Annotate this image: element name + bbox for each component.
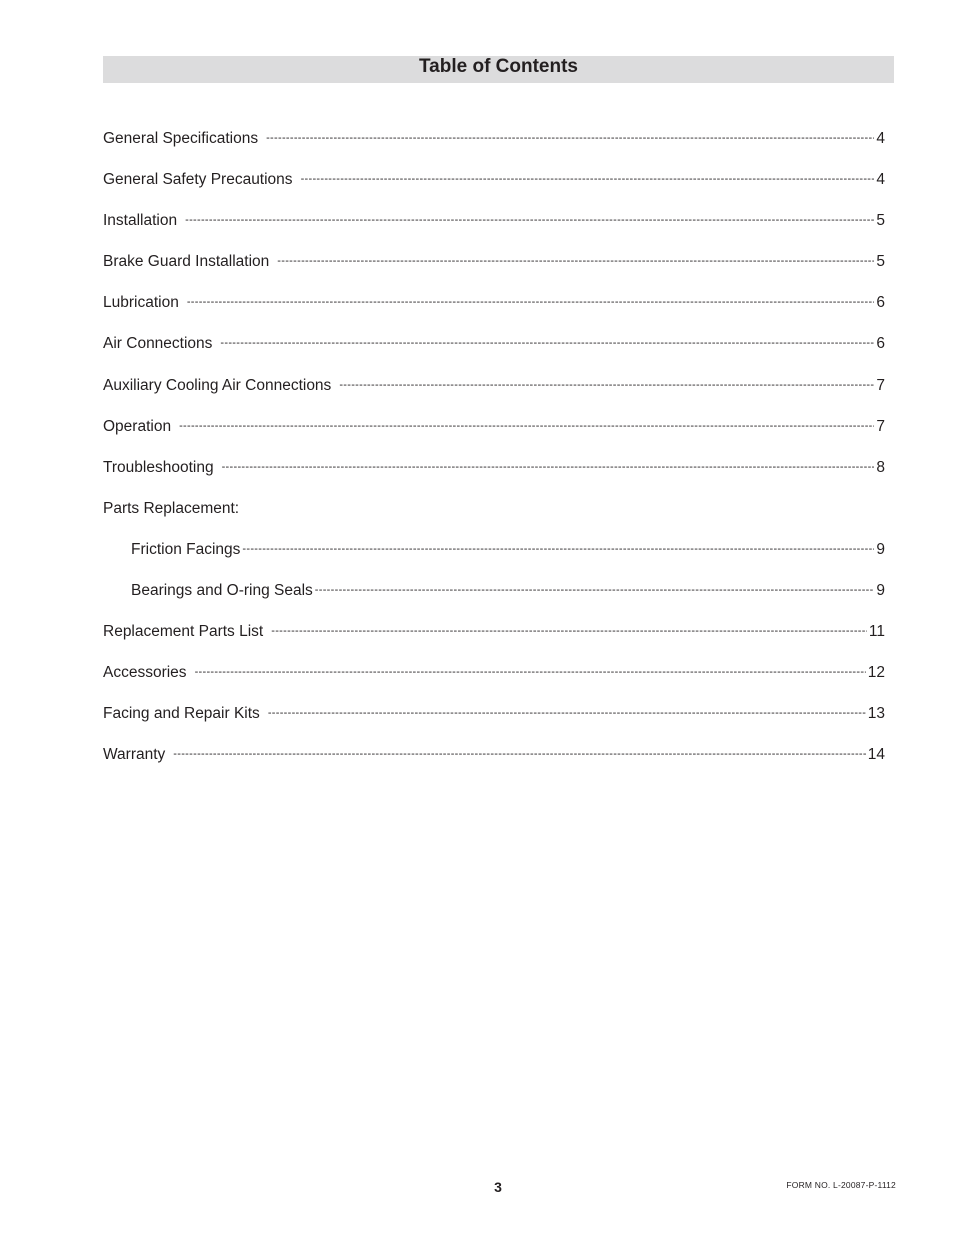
dot-leader [271,625,867,637]
toc-entry-page: 14 [867,746,885,764]
toc-entry-page: 5 [876,212,885,230]
toc-entry-page: 6 [876,294,885,312]
toc-entry-label: Brake Guard Installation [103,253,270,271]
toc-entry-label: Auxiliary Cooling Air Connections [103,376,332,394]
toc-entry-general-safety-precautions[interactable] [103,171,885,212]
toc-entry-page: 6 [876,335,885,353]
dot-leader [222,461,875,473]
toc-entry-page: 4 [876,171,885,189]
toc-entry-page: 7 [876,376,885,394]
dot-leader [195,666,866,678]
page-title: Table of Contents [418,56,579,77]
form-number: FORM NO. L-20087-P-1112 [786,1180,896,1190]
toc-entry-replacement-parts-list[interactable] [103,623,885,664]
toc-entry-label: General Safety Precautions [103,171,293,189]
toc-entry-friction-facings[interactable] [103,541,885,582]
toc-entry-label: Lubrication [103,294,179,312]
dot-leader [268,707,866,719]
toc-entry-page: 11 [868,623,885,641]
toc-entry-accessories[interactable] [103,664,885,705]
toc-entry-air-connections[interactable] [103,335,885,376]
toc-entry-general-specifications[interactable] [103,130,885,171]
toc-entry-page: 12 [867,664,885,682]
table-of-contents [103,130,885,788]
toc-entry-label: Replacement Parts List [103,623,264,641]
toc-entry-installation[interactable] [103,212,885,253]
toc-section-parts-replacement [103,500,885,541]
dot-leader [173,748,865,760]
dot-leader [277,255,874,267]
toc-entry-brake-guard-installation[interactable] [103,253,885,294]
page-number: 3 [494,1179,502,1195]
dot-leader [242,543,874,555]
toc-entry-page: 9 [876,540,885,558]
dot-leader [220,337,874,349]
toc-entry-facing-and-repair-kits[interactable] [103,705,885,746]
toc-entry-warranty[interactable] [103,746,885,787]
toc-entry-label: Troubleshooting [103,458,214,476]
toc-entry-operation[interactable] [103,418,885,459]
dot-leader [179,420,874,432]
toc-entry-page: 13 [867,705,885,723]
toc-section-label: Parts Replacement: [103,499,240,517]
toc-entry-label: Operation [103,417,172,435]
toc-entry-label: Air Connections [103,335,213,353]
toc-entry-page: 4 [876,130,885,147]
toc-entry-troubleshooting[interactable] [103,459,885,500]
dot-leader [301,173,875,185]
title-bar [103,56,894,83]
toc-entry-label: Facing and Repair Kits [103,705,260,723]
dot-leader [339,379,874,391]
toc-entry-page: 8 [876,458,885,476]
dot-leader [187,296,875,308]
dot-leader [185,214,874,226]
toc-entry-label: Accessories [103,664,187,682]
toc-entry-label: Bearings and O-ring Seals [131,582,313,600]
dot-leader [266,132,874,144]
toc-entry-label: Installation [103,212,178,230]
toc-entry-label: Friction Facings [131,540,241,558]
toc-entry-auxiliary-cooling-air-connections[interactable] [103,377,885,418]
toc-entry-page: 5 [876,253,885,271]
toc-entry-page: 9 [876,582,885,600]
toc-entry-label: General Specifications [103,130,259,147]
toc-entry-lubrication[interactable] [103,294,885,335]
dot-leader [315,584,875,596]
toc-entry-bearings-and-o-ring-seals[interactable] [103,582,885,623]
toc-entry-label: Warranty [103,746,166,764]
toc-entry-page: 7 [876,417,885,435]
